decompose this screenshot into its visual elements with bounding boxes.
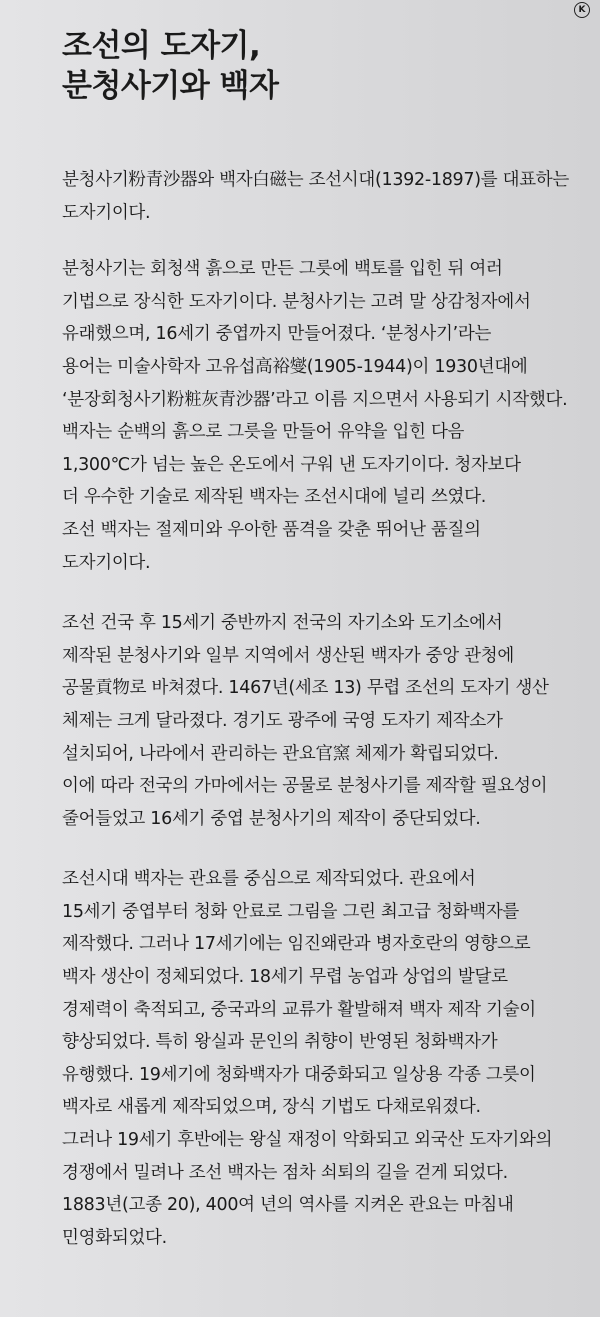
text-line: 유행했다. 19세기에 청화백자가 대중화되고 일상용 각종 그릇이 xyxy=(62,1064,536,1085)
text-line: 조선시대 백자는 관요를 중심으로 제작되었다. 관요에서 xyxy=(62,869,476,890)
text-line: 설치되어, 나라에서 관리하는 관요官窯 체제가 확립되었다. xyxy=(62,743,499,764)
paragraph-buncheong-and-baekja xyxy=(62,253,568,579)
text-line: 그러나 19세기 후반에는 왕실 재정이 악화되고 외국산 도자기와의 xyxy=(62,1130,553,1151)
text-line: 제작된 분청사기와 일부 지역에서 생산된 백자가 중앙 관청에 xyxy=(62,645,514,666)
text-line: 이에 따라 전국의 가마에서는 공물로 분청사기를 제작할 필요성이 xyxy=(62,776,548,797)
text-line: 백자 생산이 정체되었다. 18세기 무렵 농업과 상업의 발달로 xyxy=(62,967,508,988)
paragraph-production-system xyxy=(62,607,564,835)
text-line: 공물貢物로 바쳐졌다. 1467년(세조 13) 무렵 조선의 도자기 생산 xyxy=(62,678,549,699)
text-line: 용어는 미술사학자 고유섭高裕燮(1905-1944)이 1930년대에 xyxy=(62,356,528,377)
text-line: 도자기이다. xyxy=(62,202,151,223)
museum-logo-icon: K xyxy=(574,2,590,18)
text-line: 도자기이다. xyxy=(62,552,151,573)
text-line: 분청사기는 회청색 흙으로 만든 그릇에 백토를 입힌 뒤 여러 xyxy=(62,259,503,280)
text-line: 체제는 크게 달라졌다. 경기도 광주에 국영 도자기 제작소가 xyxy=(62,710,503,731)
text-line: 조선 백자는 절제미와 우아한 품격을 갖춘 뛰어난 품질의 xyxy=(62,519,481,540)
text-line: 조선 건국 후 15세기 중반까지 전국의 자기소와 도기소에서 xyxy=(62,613,503,634)
text-line: ‘분장회청사기粉粧灰青沙器’라고 이름 지으면서 사용되기 시작했다. xyxy=(62,389,568,410)
text-line: 1883년(고종 20), 400여 년의 역사를 지켜온 관요는 마침내 xyxy=(62,1195,514,1216)
text-line: 민영화되었다. xyxy=(62,1227,167,1248)
text-line: 기법으로 장식한 도자기이다. 분청사기는 고려 말 상감청자에서 xyxy=(62,291,531,312)
text-line: 향상되었다. 특히 왕실과 문인의 취향이 반영된 청화백자가 xyxy=(62,1032,498,1053)
text-line: 더 우수한 기술로 제작된 백자는 조선시대에 널리 쓰였다. xyxy=(62,487,487,508)
title-line: 분청사기와 백자 xyxy=(62,68,279,104)
text-line: 분청사기粉青沙器와 백자白磁는 조선시대(1392-1897)를 대표하는 xyxy=(62,170,570,190)
text-line: 줄어들었고 16세기 중엽 분청사기의 제작이 중단되었다. xyxy=(62,808,481,829)
title-line: 조선의 도자기, xyxy=(62,28,261,64)
text-line: 유래했으며, 16세기 중엽까지 만들어졌다. ‘분청사기’라는 xyxy=(62,324,492,345)
text-line: 백자는 순백의 흙으로 그릇을 만들어 유약을 입힌 다음 xyxy=(62,422,465,443)
text-line: 15세기 중엽부터 청화 안료로 그림을 그린 최고급 청화백자를 xyxy=(62,901,520,922)
text-line: 백자로 새롭게 제작되었으며, 장식 기법도 다채로워졌다. xyxy=(62,1097,481,1118)
page-title xyxy=(62,26,564,106)
text-line: 경제력이 축적되고, 중국과의 교류가 활발해져 백자 제작 기술이 xyxy=(62,999,536,1020)
text-line: 1,300℃가 넘는 높은 온도에서 구워 낸 도자기이다. 청자보다 xyxy=(62,454,521,475)
paragraph-baekja-history xyxy=(62,863,564,1254)
intro-paragraph xyxy=(62,164,570,229)
text-line: 경쟁에서 밀려나 조선 백자는 점차 쇠퇴의 길을 걷게 되었다. xyxy=(62,1162,508,1183)
text-line: 제작했다. 그러나 17세기에는 임진왜란과 병자호란의 영향으로 xyxy=(62,934,531,955)
